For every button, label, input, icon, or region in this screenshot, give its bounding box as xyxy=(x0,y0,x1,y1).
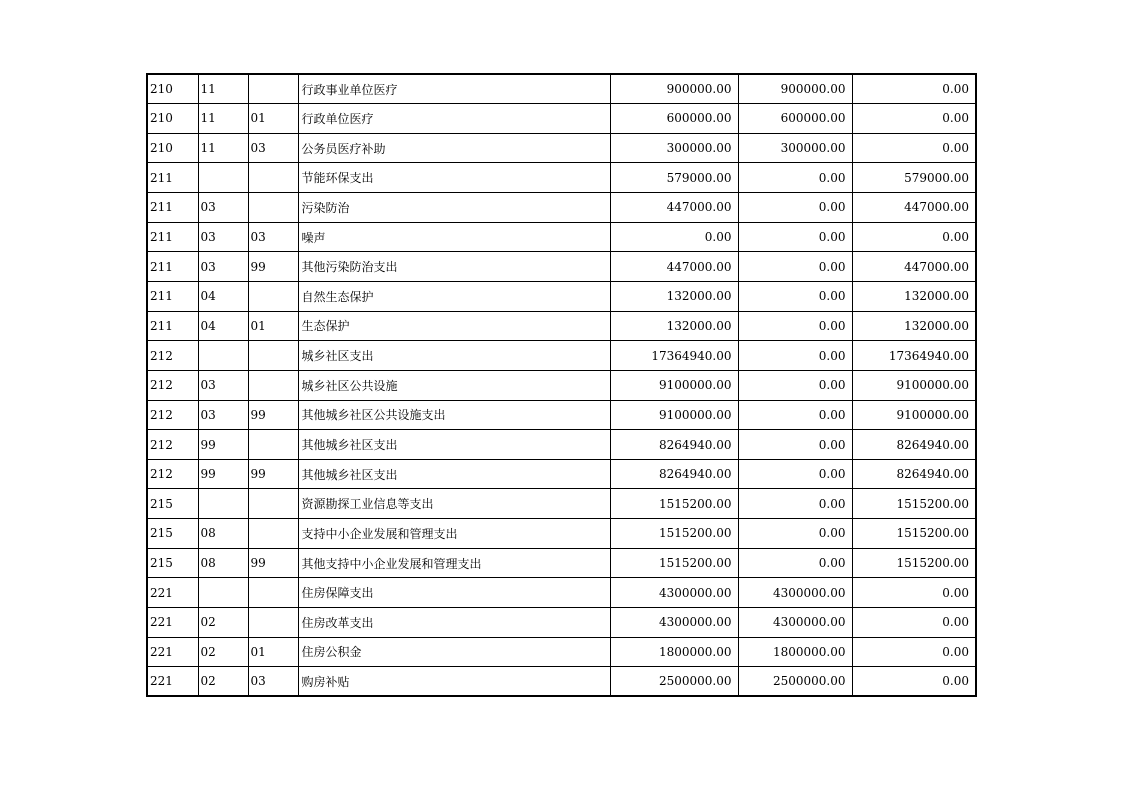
item-code-cell: 11 xyxy=(198,74,248,104)
table-row xyxy=(147,667,976,697)
subitem-code-cell xyxy=(248,608,298,638)
table-row xyxy=(147,519,976,549)
basic-expenditure-cell: 1800000.00 xyxy=(738,637,852,667)
subitem-code-cell: 01 xyxy=(248,104,298,134)
table-row xyxy=(147,578,976,608)
class-code-cell: 211 xyxy=(147,222,198,252)
item-code-cell xyxy=(198,578,248,608)
subitem-code-cell: 01 xyxy=(248,637,298,667)
subject-name-cell: 其他城乡社区支出 xyxy=(298,459,610,489)
table-row xyxy=(147,341,976,371)
total-amount-cell: 900000.00 xyxy=(610,74,738,104)
subject-name-cell: 其他城乡社区公共设施支出 xyxy=(298,400,610,430)
total-amount-cell: 447000.00 xyxy=(610,252,738,282)
project-expenditure-cell: 0.00 xyxy=(852,104,976,134)
item-code-cell: 02 xyxy=(198,608,248,638)
item-code-cell: 03 xyxy=(198,252,248,282)
project-expenditure-cell: 1515200.00 xyxy=(852,489,976,519)
subitem-code-cell xyxy=(248,489,298,519)
subitem-code-cell xyxy=(248,74,298,104)
table-row xyxy=(147,489,976,519)
basic-expenditure-cell: 0.00 xyxy=(738,281,852,311)
basic-expenditure-cell: 0.00 xyxy=(738,400,852,430)
item-code-cell: 02 xyxy=(198,637,248,667)
table-body xyxy=(147,74,976,696)
total-amount-cell: 8264940.00 xyxy=(610,430,738,460)
table-row xyxy=(147,637,976,667)
project-expenditure-cell: 447000.00 xyxy=(852,193,976,223)
class-code-cell: 221 xyxy=(147,608,198,638)
subject-name-cell: 资源勘探工业信息等支出 xyxy=(298,489,610,519)
subitem-code-cell xyxy=(248,519,298,549)
basic-expenditure-cell: 0.00 xyxy=(738,222,852,252)
subitem-code-cell xyxy=(248,370,298,400)
subitem-code-cell: 99 xyxy=(248,459,298,489)
subitem-code-cell xyxy=(248,193,298,223)
project-expenditure-cell: 1515200.00 xyxy=(852,519,976,549)
project-expenditure-cell: 1515200.00 xyxy=(852,548,976,578)
class-code-cell: 211 xyxy=(147,281,198,311)
table-row xyxy=(147,370,976,400)
project-expenditure-cell: 0.00 xyxy=(852,608,976,638)
item-code-cell: 04 xyxy=(198,281,248,311)
subitem-code-cell: 03 xyxy=(248,133,298,163)
total-amount-cell: 4300000.00 xyxy=(610,578,738,608)
item-code-cell: 99 xyxy=(198,459,248,489)
total-amount-cell: 2500000.00 xyxy=(610,667,738,697)
subitem-code-cell xyxy=(248,281,298,311)
basic-expenditure-cell: 900000.00 xyxy=(738,74,852,104)
basic-expenditure-cell: 0.00 xyxy=(738,459,852,489)
total-amount-cell: 600000.00 xyxy=(610,104,738,134)
basic-expenditure-cell: 4300000.00 xyxy=(738,578,852,608)
table-row xyxy=(147,222,976,252)
class-code-cell: 211 xyxy=(147,252,198,282)
subject-name-cell: 行政事业单位医疗 xyxy=(298,74,610,104)
project-expenditure-cell: 8264940.00 xyxy=(852,430,976,460)
total-amount-cell: 447000.00 xyxy=(610,193,738,223)
basic-expenditure-cell: 0.00 xyxy=(738,370,852,400)
project-expenditure-cell: 132000.00 xyxy=(852,311,976,341)
project-expenditure-cell: 0.00 xyxy=(852,667,976,697)
item-code-cell: 03 xyxy=(198,370,248,400)
class-code-cell: 215 xyxy=(147,548,198,578)
table-row xyxy=(147,311,976,341)
class-code-cell: 212 xyxy=(147,430,198,460)
budget-expenditure-table xyxy=(146,73,977,697)
table-row xyxy=(147,74,976,104)
class-code-cell: 215 xyxy=(147,519,198,549)
total-amount-cell: 132000.00 xyxy=(610,311,738,341)
subject-name-cell: 生态保护 xyxy=(298,311,610,341)
subject-name-cell: 其他支持中小企业发展和管理支出 xyxy=(298,548,610,578)
class-code-cell: 221 xyxy=(147,667,198,697)
project-expenditure-cell: 0.00 xyxy=(852,222,976,252)
subject-name-cell: 自然生态保护 xyxy=(298,281,610,311)
subject-name-cell: 其他污染防治支出 xyxy=(298,252,610,282)
class-code-cell: 215 xyxy=(147,489,198,519)
table-row xyxy=(147,430,976,460)
basic-expenditure-cell: 0.00 xyxy=(738,163,852,193)
item-code-cell: 03 xyxy=(198,222,248,252)
table-row xyxy=(147,133,976,163)
subject-name-cell: 购房补贴 xyxy=(298,667,610,697)
subject-name-cell: 支持中小企业发展和管理支出 xyxy=(298,519,610,549)
project-expenditure-cell: 8264940.00 xyxy=(852,459,976,489)
subitem-code-cell: 99 xyxy=(248,400,298,430)
class-code-cell: 212 xyxy=(147,459,198,489)
table-row xyxy=(147,281,976,311)
total-amount-cell: 9100000.00 xyxy=(610,370,738,400)
class-code-cell: 221 xyxy=(147,578,198,608)
project-expenditure-cell: 447000.00 xyxy=(852,252,976,282)
class-code-cell: 210 xyxy=(147,133,198,163)
basic-expenditure-cell: 0.00 xyxy=(738,430,852,460)
subitem-code-cell: 99 xyxy=(248,252,298,282)
subject-name-cell: 污染防治 xyxy=(298,193,610,223)
subitem-code-cell xyxy=(248,430,298,460)
total-amount-cell: 579000.00 xyxy=(610,163,738,193)
class-code-cell: 211 xyxy=(147,193,198,223)
basic-expenditure-cell: 0.00 xyxy=(738,193,852,223)
table-row xyxy=(147,548,976,578)
item-code-cell: 02 xyxy=(198,667,248,697)
table-row xyxy=(147,400,976,430)
total-amount-cell: 1515200.00 xyxy=(610,519,738,549)
project-expenditure-cell: 132000.00 xyxy=(852,281,976,311)
total-amount-cell: 17364940.00 xyxy=(610,341,738,371)
project-expenditure-cell: 579000.00 xyxy=(852,163,976,193)
class-code-cell: 211 xyxy=(147,163,198,193)
subject-name-cell: 住房改革支出 xyxy=(298,608,610,638)
subject-name-cell: 其他城乡社区支出 xyxy=(298,430,610,460)
subject-name-cell: 住房公积金 xyxy=(298,637,610,667)
class-code-cell: 221 xyxy=(147,637,198,667)
item-code-cell: 08 xyxy=(198,519,248,549)
class-code-cell: 212 xyxy=(147,370,198,400)
project-expenditure-cell: 9100000.00 xyxy=(852,400,976,430)
table-row xyxy=(147,608,976,638)
total-amount-cell: 300000.00 xyxy=(610,133,738,163)
item-code-cell xyxy=(198,341,248,371)
project-expenditure-cell: 9100000.00 xyxy=(852,370,976,400)
subitem-code-cell: 01 xyxy=(248,311,298,341)
total-amount-cell: 132000.00 xyxy=(610,281,738,311)
subject-name-cell: 节能环保支出 xyxy=(298,163,610,193)
basic-expenditure-cell: 600000.00 xyxy=(738,104,852,134)
class-code-cell: 212 xyxy=(147,341,198,371)
basic-expenditure-cell: 2500000.00 xyxy=(738,667,852,697)
item-code-cell: 03 xyxy=(198,400,248,430)
item-code-cell xyxy=(198,489,248,519)
item-code-cell: 03 xyxy=(198,193,248,223)
total-amount-cell: 1800000.00 xyxy=(610,637,738,667)
class-code-cell: 210 xyxy=(147,74,198,104)
total-amount-cell: 0.00 xyxy=(610,222,738,252)
subject-name-cell: 城乡社区支出 xyxy=(298,341,610,371)
item-code-cell: 04 xyxy=(198,311,248,341)
class-code-cell: 212 xyxy=(147,400,198,430)
item-code-cell: 11 xyxy=(198,133,248,163)
subject-name-cell: 住房保障支出 xyxy=(298,578,610,608)
total-amount-cell: 1515200.00 xyxy=(610,548,738,578)
class-code-cell: 211 xyxy=(147,311,198,341)
subitem-code-cell: 03 xyxy=(248,667,298,697)
subject-name-cell: 城乡社区公共设施 xyxy=(298,370,610,400)
project-expenditure-cell: 0.00 xyxy=(852,637,976,667)
subject-name-cell: 公务员医疗补助 xyxy=(298,133,610,163)
total-amount-cell: 1515200.00 xyxy=(610,489,738,519)
subject-name-cell: 噪声 xyxy=(298,222,610,252)
basic-expenditure-cell: 0.00 xyxy=(738,311,852,341)
subitem-code-cell: 99 xyxy=(248,548,298,578)
table-row xyxy=(147,252,976,282)
table-row xyxy=(147,163,976,193)
basic-expenditure-cell: 0.00 xyxy=(738,489,852,519)
item-code-cell xyxy=(198,163,248,193)
class-code-cell: 210 xyxy=(147,104,198,134)
total-amount-cell: 8264940.00 xyxy=(610,459,738,489)
project-expenditure-cell: 17364940.00 xyxy=(852,341,976,371)
basic-expenditure-cell: 0.00 xyxy=(738,341,852,371)
subject-name-cell: 行政单位医疗 xyxy=(298,104,610,134)
project-expenditure-cell: 0.00 xyxy=(852,74,976,104)
total-amount-cell: 9100000.00 xyxy=(610,400,738,430)
table-row xyxy=(147,193,976,223)
basic-expenditure-cell: 0.00 xyxy=(738,548,852,578)
subitem-code-cell xyxy=(248,163,298,193)
project-expenditure-cell: 0.00 xyxy=(852,578,976,608)
project-expenditure-cell: 0.00 xyxy=(852,133,976,163)
table-row xyxy=(147,459,976,489)
subitem-code-cell xyxy=(248,341,298,371)
item-code-cell: 99 xyxy=(198,430,248,460)
subitem-code-cell: 03 xyxy=(248,222,298,252)
total-amount-cell: 4300000.00 xyxy=(610,608,738,638)
basic-expenditure-cell: 0.00 xyxy=(738,519,852,549)
item-code-cell: 11 xyxy=(198,104,248,134)
table-row xyxy=(147,104,976,134)
basic-expenditure-cell: 4300000.00 xyxy=(738,608,852,638)
subitem-code-cell xyxy=(248,578,298,608)
item-code-cell: 08 xyxy=(198,548,248,578)
basic-expenditure-cell: 300000.00 xyxy=(738,133,852,163)
basic-expenditure-cell: 0.00 xyxy=(738,252,852,282)
